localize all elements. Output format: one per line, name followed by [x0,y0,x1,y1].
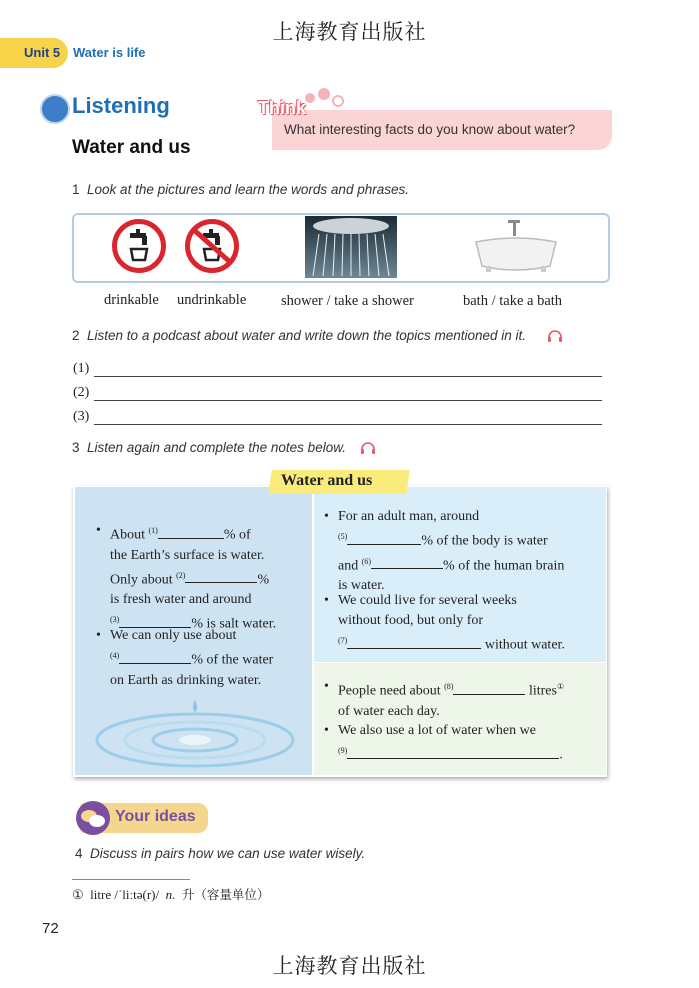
task3-number: 3 [72,440,80,455]
line-label-2: (2) [73,385,90,400]
line-label-3: (3) [73,409,90,424]
blank-2[interactable] [185,569,257,583]
task1-text: Look at the pictures and learn the words and phrases. [87,182,409,197]
headphones-icon[interactable] [547,330,563,343]
unit-tag [0,38,160,68]
task4-number: 4 [75,846,83,861]
task3-text: Listen again and complete the notes below. [87,440,346,455]
line-label-1: (1) [73,361,90,376]
blank-8[interactable] [453,681,525,695]
blank-4[interactable] [119,650,191,664]
listening-head-icon [40,94,70,124]
undrinkable-icon [185,219,239,273]
task4-text: Discuss in pairs how we can use water wisely. [90,846,366,861]
note-drinking: • We can only use about $^{(4)}$ % of the water on Earth as drinking water. [96,628,274,688]
task4-instruction [75,846,365,861]
note-surface: • About $^{(1)}$ % of the Earth’s surface is water. Only about $^{(2)}$ % is fresh water and around $^{(3)}$ % is salt water. [96,523,277,632]
note-body: • For an adult man, around $^{(5)}$ % of the body is water and $^{(6)}$ % of the human brain is water. [324,509,565,594]
task1-instruction [72,182,409,197]
your-ideas-label: Your ideas [115,808,196,825]
footnote-rule [72,879,190,880]
task2-text: Listen to a podcast about water and write down the topics mentioned in it. [87,328,527,343]
task3-instruction [72,440,346,455]
note-daily: • People need about $^{(8)}$ litres① of water each day. [324,679,565,719]
notes-title: Water and us [281,472,373,489]
bath-icon [470,216,562,276]
section-title: Listening [72,93,170,118]
page-number: 72 [42,920,59,937]
note-survival: • We could live for several weeks without food, but only for $^{(7)}$ without water. [324,593,565,653]
unit-label: Unit 5 [24,45,61,60]
blank-5[interactable] [347,531,421,545]
speech-bubbles-icon [76,801,110,835]
publisher-footer: 上海教育出版社 [272,954,427,978]
task2-number: 2 [72,328,80,343]
word-shower: shower / take a shower [281,293,414,309]
publisher-header: 上海教育出版社 [272,20,427,44]
note-usage: • We also use a lot of water when we $^{(9)}$ . [324,723,563,763]
unit-title: Water is life [73,45,146,60]
task1-number: 1 [72,182,80,197]
think-question: What interesting facts do you know about water? [284,122,576,137]
word-bath: bath / take a bath [463,293,563,309]
answer-line-1[interactable] [94,376,602,377]
answer-line-2[interactable] [94,400,602,401]
lesson-title: Water and us [72,137,191,158]
drinkable-icon [112,219,166,273]
word-undrinkable: undrinkable [177,292,247,308]
answer-line-3[interactable] [94,424,602,425]
shower-icon [305,216,397,278]
think-dots-icon [300,86,350,108]
blank-7[interactable] [347,635,481,649]
water-ripple-icon [90,690,300,772]
blank-6[interactable] [371,555,443,569]
word-drinkable: drinkable [104,292,159,308]
blank-9[interactable] [347,745,559,759]
headphones-icon[interactable] [360,442,376,455]
blank-1[interactable] [158,525,224,539]
task2-instruction [72,328,526,343]
think-label: Think [258,98,306,118]
footnote: ① litre /ˈliːtə(r)/ n. 升（容量单位） [72,887,270,902]
